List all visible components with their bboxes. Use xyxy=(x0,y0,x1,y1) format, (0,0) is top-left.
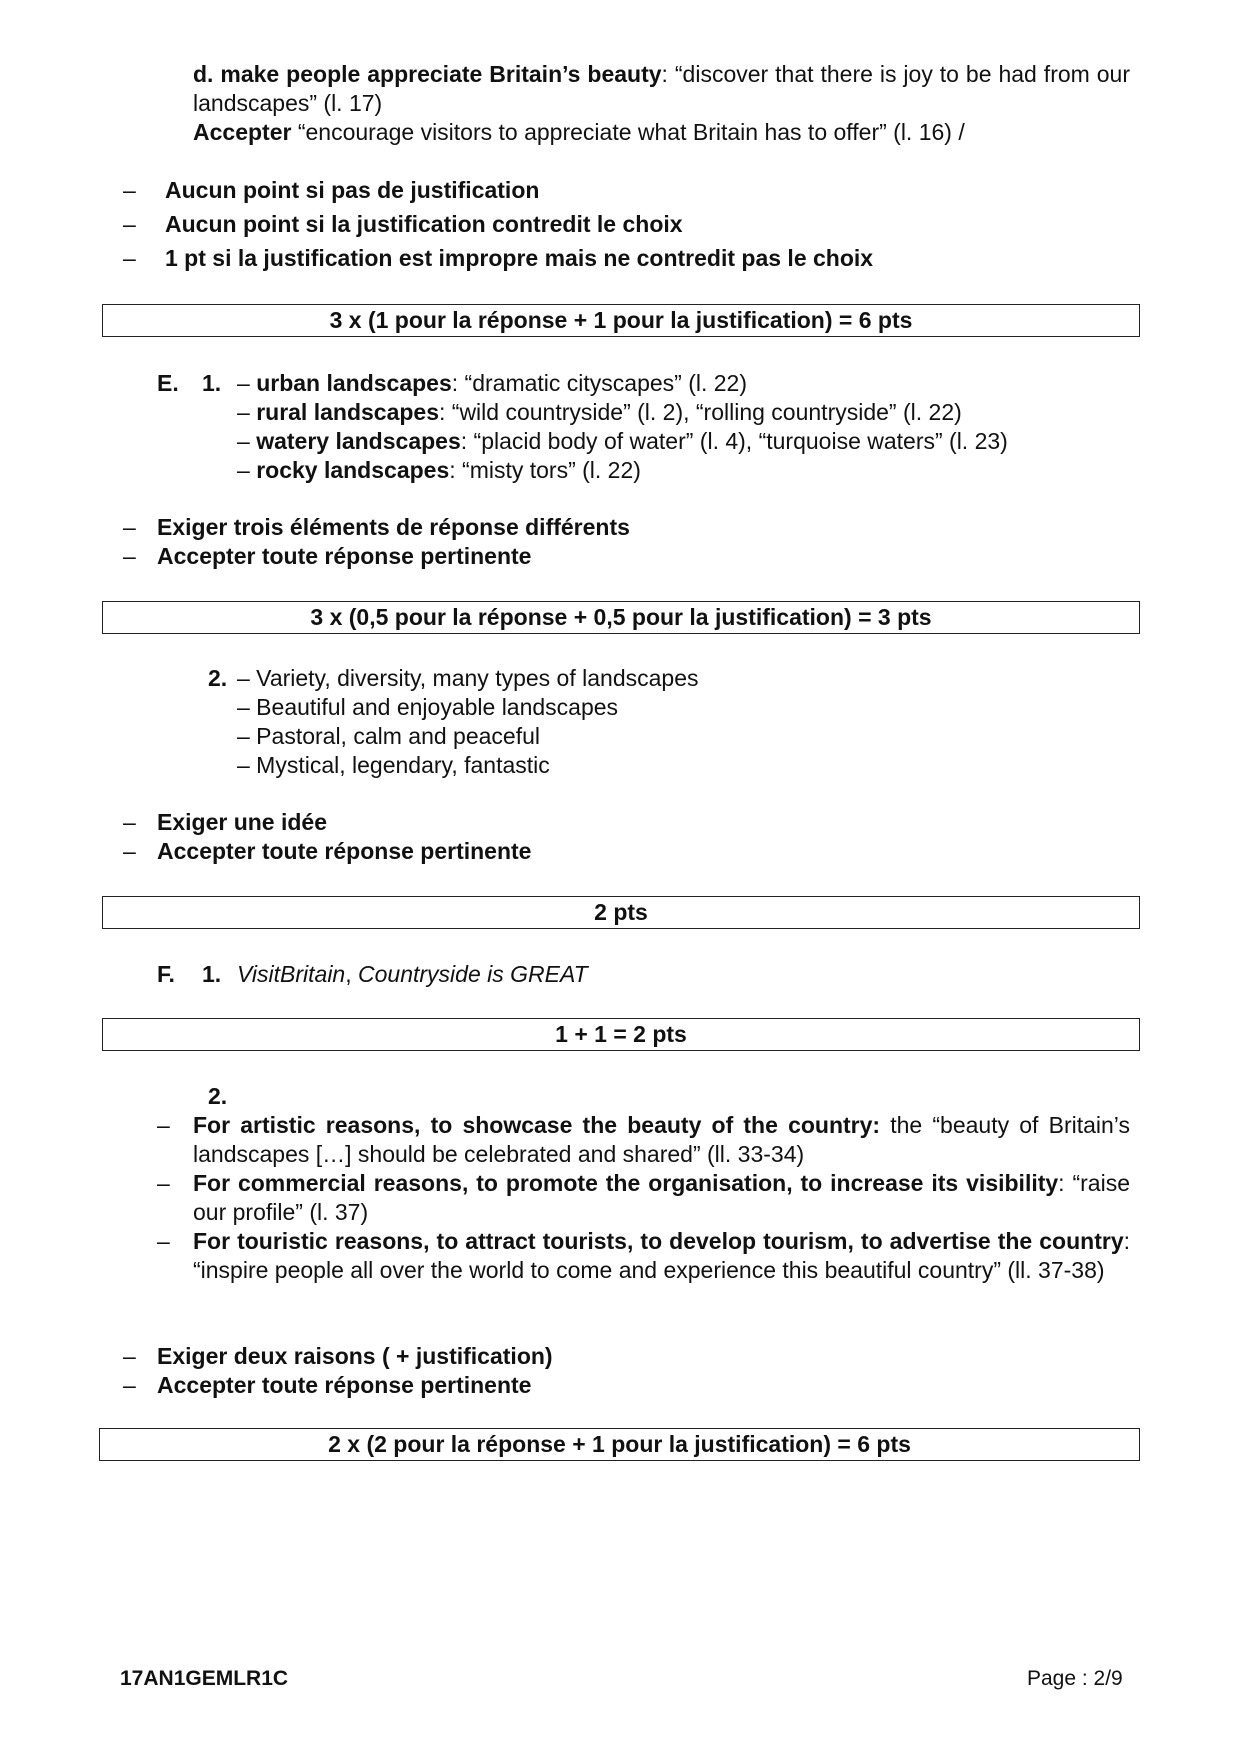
rule-dash: – xyxy=(123,1372,136,1398)
item-d-label: d. make people appreciate Britain’s beauty xyxy=(193,61,662,87)
list-item: – Variety, diversity, many types of landscapes xyxy=(237,665,699,691)
question-number: 1. xyxy=(202,370,222,396)
rule-dash: – xyxy=(123,1343,136,1369)
item-d-accept xyxy=(193,118,1133,147)
rule-item: Exiger une idée xyxy=(157,809,328,835)
question-number: 1. xyxy=(202,961,222,987)
reason-item: For artistic reasons, to showcase the beauty of the country: the “beauty of Britain’s landscapes […] should be celebrated and shared” (ll. 33-34) xyxy=(193,1112,1130,1167)
rule-item: Exiger trois éléments de réponse différents xyxy=(157,514,630,540)
landscape-list xyxy=(237,369,1137,485)
list-item: – Beautiful and enjoyable landscapes xyxy=(237,694,619,720)
list-item: – rural landscapes: “wild countryside” (l. 2), “rolling countryside” (l. 22) xyxy=(237,399,962,425)
item-d xyxy=(193,60,1130,118)
score-box: 3 x (1 pour la réponse + 1 pour la justification) = 6 pts xyxy=(102,304,1140,337)
reason-item: For commercial reasons, to promote the organisation, to increase its visibility: “raise our profile” (l. 37) xyxy=(193,1170,1130,1225)
rule-item: Aucun point si pas de justification xyxy=(165,177,540,203)
rule-item: Accepter toute réponse pertinente xyxy=(157,1372,532,1398)
list-item: – Mystical, legendary, fantastic xyxy=(237,752,550,778)
q2-list xyxy=(237,664,1137,780)
reason-dash: – xyxy=(157,1228,170,1254)
rule-item: Accepter toute réponse pertinente xyxy=(157,838,532,864)
accept-label: Accepter xyxy=(193,119,292,145)
rule-item: 1 pt si la justification est impropre mais ne contredit pas le choix xyxy=(165,245,874,271)
f1-answer: VisitBritain, Countryside is GREAT xyxy=(237,961,588,987)
rule-item: Accepter toute réponse pertinente xyxy=(157,543,532,569)
list-item: – urban landscapes: “dramatic cityscapes” (l. 22) xyxy=(237,370,748,396)
list-item: – rocky landscapes: “misty tors” (l. 22) xyxy=(237,457,641,483)
rule-item: Aucun point si la justification contredit le choix xyxy=(165,211,683,237)
rule-dash: – xyxy=(123,245,136,271)
list-item: – Pastoral, calm and peaceful xyxy=(237,723,541,749)
reason-dash: – xyxy=(157,1112,170,1138)
rule-dash: – xyxy=(123,838,136,864)
rule-dash: – xyxy=(123,177,136,203)
list-item: – watery landscapes: “placid body of water” (l. 4), “turquoise waters” (l. 23) xyxy=(237,428,1008,454)
item-d-quote: : “discover that there is joy to be had from our landscapes” (l. 17) xyxy=(193,61,1130,116)
rule-dash: – xyxy=(123,514,136,540)
reason-item: For touristic reasons, to attract tourists, to develop tourism, to advertise the country: “inspire people all over the world to come and experience this beautiful country” (ll. 37-38) xyxy=(193,1228,1130,1283)
rule-item: Exiger deux raisons ( + justification) xyxy=(157,1343,553,1369)
reason-dash: – xyxy=(157,1170,170,1196)
accept-quote: “encourage visitors to appreciate what Britain has to offer” (l. 16) / xyxy=(291,119,965,145)
rule-dash: – xyxy=(123,211,136,237)
score-box: 2 x (2 pour la réponse + 1 pour la justification) = 6 pts xyxy=(99,1428,1140,1461)
section-f-letter: F. xyxy=(157,961,175,987)
score-box: 1 + 1 = 2 pts xyxy=(102,1018,1140,1051)
score-box: 3 x (0,5 pour la réponse + 0,5 pour la justification) = 3 pts xyxy=(102,601,1140,634)
section-e-letter: E. xyxy=(157,370,179,396)
question-number: 2. xyxy=(208,665,228,691)
question-number: 2. xyxy=(208,1083,228,1109)
page-number: Page : 2/9 xyxy=(1027,1667,1123,1690)
score-box: 2 pts xyxy=(102,896,1140,929)
rule-dash: – xyxy=(123,543,136,569)
rule-dash: – xyxy=(123,809,136,835)
document-code: 17AN1GEMLR1C xyxy=(120,1667,289,1690)
